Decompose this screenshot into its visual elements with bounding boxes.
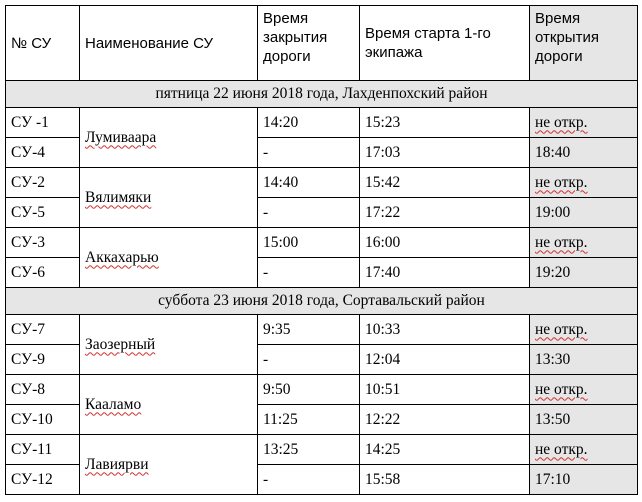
stage-number: СУ -1 — [6, 108, 80, 138]
stage-name — [80, 435, 258, 495]
header-open: Время открытия дороги — [530, 6, 638, 81]
road-open-value: 13:50 — [535, 410, 571, 428]
first-start-time: 16:00 — [360, 228, 530, 258]
road-open-time — [530, 228, 638, 258]
road-open-time — [530, 345, 638, 375]
stage-name-text: Аккахарью — [85, 248, 159, 266]
header-close: Время закрытия дороги — [258, 6, 360, 81]
stage-number: СУ-8 — [6, 375, 80, 405]
schedule-table — [5, 5, 638, 495]
road-close-time: 11:25 — [258, 405, 360, 435]
road-close-time: - — [258, 258, 360, 288]
road-open-value: 17:10 — [535, 470, 571, 488]
road-open-value: не откр. — [535, 320, 588, 338]
road-open-time — [530, 435, 638, 465]
road-close-time: 14:20 — [258, 108, 360, 138]
road-open-time — [530, 138, 638, 168]
road-close-time: 13:25 — [258, 435, 360, 465]
road-close-time: 15:00 — [258, 228, 360, 258]
first-start-time: 17:40 — [360, 258, 530, 288]
road-open-value: не откр. — [535, 173, 588, 191]
stage-name-text: Лавиярви — [85, 455, 149, 473]
road-close-time: - — [258, 345, 360, 375]
stage-number: СУ-12 — [6, 465, 80, 495]
stage-name-text: Вялимяки — [85, 188, 152, 206]
first-start-time: 12:22 — [360, 405, 530, 435]
stage-number: СУ-2 — [6, 168, 80, 198]
road-open-value: не откр. — [535, 380, 588, 398]
header-row — [6, 6, 638, 81]
road-open-value: не откр. — [535, 113, 588, 131]
first-start-time: 15:58 — [360, 465, 530, 495]
first-start-time: 17:22 — [360, 198, 530, 228]
stage-number: СУ-10 — [6, 405, 80, 435]
road-close-time: 14:40 — [258, 168, 360, 198]
stage-number: СУ-4 — [6, 138, 80, 168]
first-start-time: 10:33 — [360, 315, 530, 345]
section-row — [6, 81, 638, 108]
stage-name-text: Лумиваара — [85, 128, 157, 146]
stage-name — [80, 108, 258, 168]
first-start-time: 17:03 — [360, 138, 530, 168]
section-title: пятница 22 июня 2018 года, Лахденпохский район — [6, 81, 638, 108]
road-open-value: не откр. — [535, 440, 588, 458]
road-open-time — [530, 315, 638, 345]
section-title: суббота 23 июня 2018 года, Сортавальский район — [6, 288, 638, 315]
header-name: Наименование СУ — [80, 6, 258, 81]
first-start-time: 14:25 — [360, 435, 530, 465]
stage-name — [80, 228, 258, 288]
road-close-time: - — [258, 465, 360, 495]
road-close-time: - — [258, 138, 360, 168]
road-open-value: 13:30 — [535, 350, 571, 368]
stage-name-text: Кааламо — [85, 395, 142, 413]
stage-number: СУ-11 — [6, 435, 80, 465]
road-open-time — [530, 465, 638, 495]
stage-name — [80, 375, 258, 435]
stage-number: СУ-9 — [6, 345, 80, 375]
stage-name — [80, 315, 258, 375]
road-open-value: 18:40 — [535, 143, 571, 161]
stage-number: СУ-7 — [6, 315, 80, 345]
road-open-time — [530, 168, 638, 198]
table-row — [6, 168, 638, 198]
first-start-time: 15:42 — [360, 168, 530, 198]
table-row — [6, 315, 638, 345]
road-open-time — [530, 405, 638, 435]
first-start-time: 15:23 — [360, 108, 530, 138]
stage-name — [80, 168, 258, 228]
section-row — [6, 288, 638, 315]
road-close-time: 9:35 — [258, 315, 360, 345]
table-row — [6, 108, 638, 138]
road-open-time — [530, 258, 638, 288]
header-num: № СУ — [6, 6, 80, 81]
table-row — [6, 375, 638, 405]
road-open-time — [530, 198, 638, 228]
road-open-value: не откр. — [535, 233, 588, 251]
road-open-time — [530, 375, 638, 405]
road-open-value: 19:00 — [535, 203, 571, 221]
road-open-time — [530, 108, 638, 138]
road-close-time: - — [258, 198, 360, 228]
road-close-time: 9:50 — [258, 375, 360, 405]
table-row — [6, 435, 638, 465]
first-start-time: 10:51 — [360, 375, 530, 405]
header-start: Время старта 1-го экипажа — [360, 6, 530, 81]
stage-name-text: Заозерный — [85, 335, 156, 353]
stage-number: СУ-6 — [6, 258, 80, 288]
table-row — [6, 228, 638, 258]
road-open-value: 19:20 — [535, 263, 571, 281]
first-start-time: 12:04 — [360, 345, 530, 375]
stage-number: СУ-5 — [6, 198, 80, 228]
stage-number: СУ-3 — [6, 228, 80, 258]
